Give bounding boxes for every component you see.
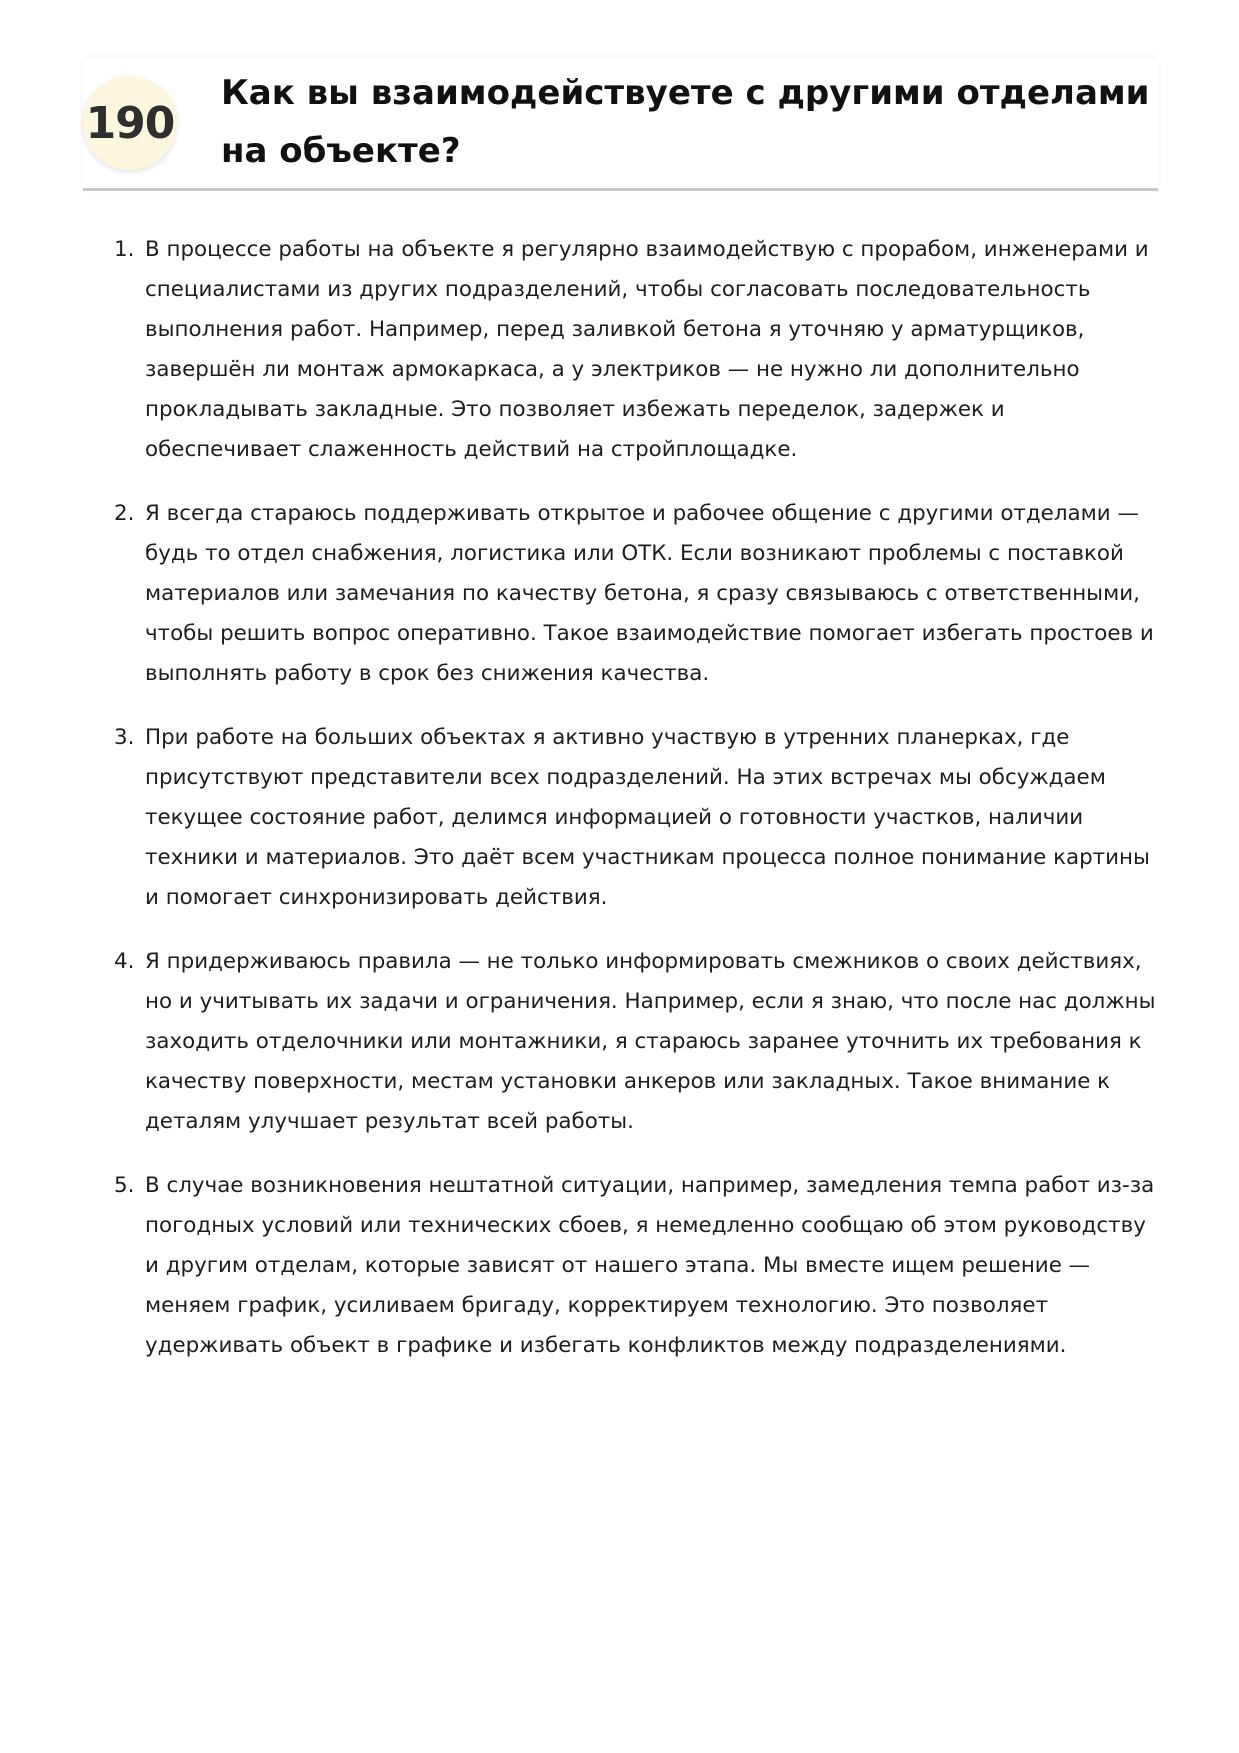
answer-item-text: Я всегда стараюсь поддерживать открытое и рабочее общение с другими отделами — будь то отдел снабжения, логистика или ОТК. Если возникают проблемы с поставкой материалов или замечания по качеству бетона, я сразу связываюсь с ответственными, чтобы решить вопрос оперативно. Такое взаимодействие помогает избегать простоев и выполнять работу в срок без снижения качества. <box>145 501 1154 686</box>
answer-item <box>114 1166 1159 1366</box>
answer-list <box>114 230 1159 1390</box>
answer-item <box>114 942 1159 1142</box>
answer-item-number: 2. <box>114 501 135 526</box>
answer-item-text: В случае возникновения нештатной ситуации, например, замедления темпа работ из-за погодных условий или технических сбоев, я немедленно сообщаю об этом руководству и другим отделам, которые зависят от нашего этапа. Мы вместе ищем решение — меняем график, усиливаем бригаду, корректируем технологию. Это позволяет удерживать объект в графике и избегать конфликтов между подразделениями. <box>145 1173 1155 1358</box>
answer-item-number: 4. <box>114 949 135 974</box>
answer-item-number: 3. <box>114 725 135 750</box>
answer-item-text: При работе на больших объектах я активно участвую в утренних планерках, где присутствуют представители всех подразделений. На этих встречах мы обсуждаем текущее состояние работ, делимся информацией о готовности участков, наличии техники и материалов. Это даёт всем участникам процесса полное понимание картины и помогает синхронизировать действия. <box>145 725 1150 910</box>
answer-item-number: 5. <box>114 1173 135 1198</box>
answer-item-number: 1. <box>114 237 135 262</box>
answer-item <box>114 494 1159 694</box>
answer-item-text: Я придерживаюсь правила — не только информировать смежников о своих действиях, но и учитывать их задачи и ограничения. Например, если я знаю, что после нас должны заходить отделочники или монтажники, я стараюсь заранее уточнить их требования к качеству поверхности, местам установки анкеров или закладных. Такое внимание к деталям улучшает результат всей работы. <box>145 949 1156 1134</box>
answer-item <box>114 230 1159 470</box>
question-number-badge: 190 <box>83 76 177 170</box>
answer-item <box>114 718 1159 918</box>
answer-item-text: В процессе работы на объекте я регулярно взаимодействую с прорабом, инженерами и специалистами из других подразделений, чтобы согласовать последовательность выполнения работ. Например, перед заливкой бетона я уточняю у арматурщиков, завершён ли монтаж армокаркаса, а у электриков — не нужно ли дополнительно прокладывать закладные. Это позволяет избежать переделок, задержек и обеспечивает слаженность действий на стройплощадке. <box>145 237 1149 462</box>
question-title: Как вы взаимодействуете с другими отделами на объекте? <box>221 73 1150 171</box>
question-header <box>83 58 1158 191</box>
